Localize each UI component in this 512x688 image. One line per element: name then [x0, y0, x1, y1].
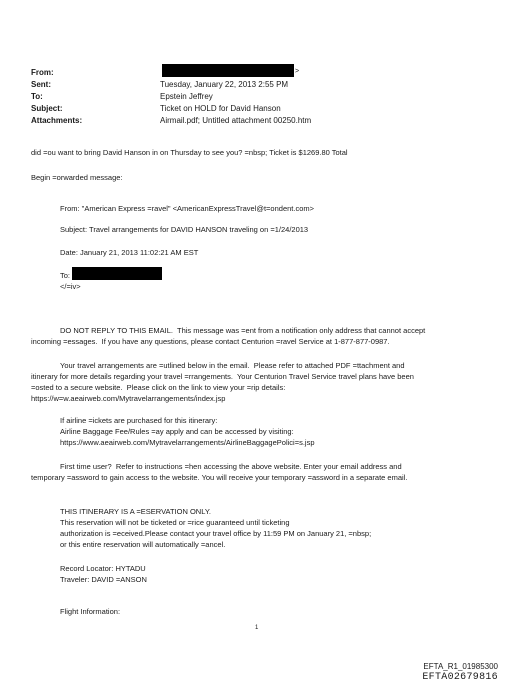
- reservation-line-4: or this entire reservation will automatically =ancel.: [60, 540, 226, 549]
- reservation-line-2: This reservation will not be ticketed or =rice guaranteed until ticketing: [60, 518, 290, 527]
- arrangements-line-2: itinerary for more details regarding your travel =rrangements. Your Centurion Travel Service travel plans have been: [31, 372, 414, 381]
- flight-info-label: Flight Information:: [60, 607, 121, 616]
- baggage-line-2: Airline Baggage Fee/Rules =ay apply and can be accessed by visiting:: [60, 427, 294, 436]
- notice-line-1: DO NOT REPLY TO THIS EMAIL. This message was =ent from a notification only address that cannot accept: [60, 326, 426, 335]
- itinerary-link[interactable]: https://w=w.aeairweb.com/Mytravelarrangements/index.jsp: [31, 394, 226, 403]
- to-value: Epstein Jeffrey: [160, 92, 213, 101]
- attachments-label: Attachments:: [31, 116, 83, 125]
- arrangements-line-3: =osted to a secure website. Please click on the link to view your =rip details:: [31, 383, 286, 392]
- sent-label: Sent:: [31, 80, 51, 89]
- first-time-line-2: temporary =assword to gain access to the website. You will receive your temporary =assword in a separate email.: [31, 473, 408, 482]
- fwd-subject: Subject: Travel arrangements for DAVID HANSON traveling on =1/24/2013: [60, 225, 309, 234]
- from-label: From:: [31, 68, 54, 77]
- reservation-line-1: THIS ITINERARY IS A =ESERVATION ONLY.: [60, 507, 211, 516]
- to-label: To:: [31, 92, 43, 101]
- traveler: Traveler: DAVID =ANSON: [60, 575, 147, 584]
- fwd-date: Date: January 21, 2013 11:02:21 AM EST: [60, 248, 199, 257]
- sent-value: Tuesday, January 22, 2013 2:55 PM: [160, 80, 289, 89]
- redaction-from: [162, 64, 294, 77]
- page-number: 1: [255, 625, 259, 631]
- fwd-to-label: To:: [60, 271, 71, 280]
- first-time-line-1: First time user? Refer to instructions =hen accessing the above website. Enter your email address and: [60, 462, 402, 471]
- from-suffix: >: [295, 68, 300, 75]
- attachments-value: Airmail.pdf; Untitled attachment 00250.htm: [160, 116, 312, 125]
- notice-line-2: incoming =essages. If you have any questions, please contact Centurion =ravel Service at 1-877-877-0987.: [31, 337, 390, 346]
- body-line-1: did =ou want to bring David Hanson in on Thursday to see you? =nbsp; Ticket is $1269.80 Total: [31, 148, 348, 157]
- arrangements-line-1: Your travel arrangements are =utlined below in the email. Please refer to attached PDF =ttachment and: [60, 361, 405, 370]
- record-locator: Record Locator: HYTADU: [60, 564, 146, 573]
- forwarded-label: Begin =orwarded message:: [31, 173, 123, 182]
- baggage-line-1: If airline =ickets are purchased for this itinerary:: [60, 416, 218, 425]
- fwd-from: From: "American Express =ravel" <AmericanExpressTravel@t=ondent.com>: [60, 204, 315, 213]
- subject-label: Subject:: [31, 104, 63, 113]
- bates-code-large: EFTA02679816: [422, 672, 498, 683]
- div-close: </=iv>: [60, 282, 81, 291]
- redaction-to: [72, 267, 162, 280]
- bates-code-small: EFTA_R1_01985300: [423, 662, 498, 671]
- subject-value: Ticket on HOLD for David Hanson: [160, 104, 281, 113]
- baggage-link[interactable]: https://www.aeairweb.com/Mytravelarrangements/AirlineBaggagePolici=s.jsp: [60, 438, 315, 447]
- reservation-line-3: authorization is =eceived.Please contact your travel office by 11:59 PM on January 21, =nbsp;: [60, 529, 372, 538]
